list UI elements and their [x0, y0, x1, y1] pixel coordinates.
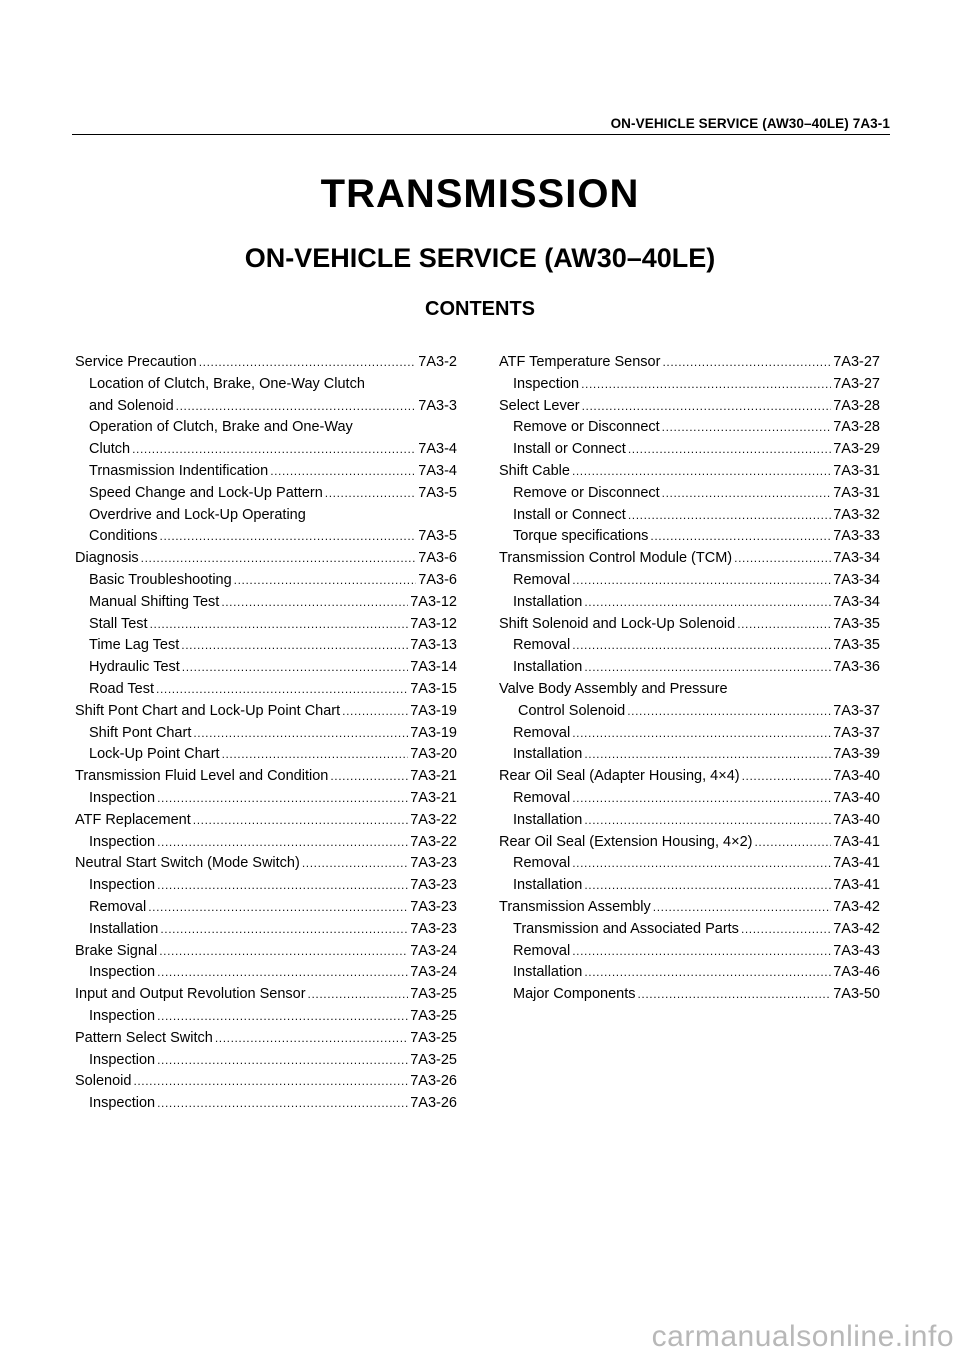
toc-entry-title: Removal — [513, 855, 571, 872]
toc-entry[interactable] — [499, 657, 880, 679]
toc-entry-page: 7A3-26 — [410, 1095, 457, 1112]
toc-entry-title: Shift Solenoid and Lock-Up Solenoid — [499, 615, 736, 632]
toc-entry[interactable] — [75, 1006, 457, 1028]
toc-dot-leader — [741, 919, 831, 941]
toc-entry[interactable] — [499, 592, 880, 614]
toc-entry-page: 7A3-21 — [410, 768, 457, 785]
toc-entry[interactable] — [75, 592, 457, 614]
toc-entry-title: Rear Oil Seal (Extension Housing, 4×2) — [499, 833, 753, 850]
toc-entry-title: Manual Shifting Test — [89, 593, 220, 610]
toc-entry[interactable] — [499, 461, 880, 483]
toc-entry[interactable] — [499, 374, 880, 396]
toc-dot-leader — [737, 614, 831, 636]
toc-entry[interactable] — [499, 505, 880, 527]
toc-entry[interactable] — [499, 875, 880, 897]
toc-entry[interactable] — [75, 657, 457, 679]
toc-entry-page: 7A3-5 — [418, 484, 457, 501]
toc-entry-page: 7A3-36 — [833, 659, 880, 676]
toc-entry-page: 7A3-41 — [833, 833, 880, 850]
toc-entry-page: 7A3-41 — [833, 877, 880, 894]
toc-entry[interactable] — [75, 526, 457, 548]
toc-dot-leader — [584, 592, 831, 614]
toc-entry-page: 7A3-33 — [833, 528, 880, 545]
toc-entry[interactable] — [75, 439, 457, 461]
toc-dot-leader — [742, 766, 832, 788]
toc-dot-leader — [270, 461, 416, 483]
toc-entry-title: Removal — [513, 724, 571, 741]
toc-dot-leader — [584, 962, 831, 984]
toc-entry[interactable] — [499, 635, 880, 657]
toc-entry-title: Installation — [513, 811, 583, 828]
toc-dot-leader — [308, 984, 409, 1006]
toc-entry-title: Inspection — [89, 833, 156, 850]
toc-entry-page: 7A3-19 — [410, 702, 457, 719]
toc-entry-page: 7A3-4 — [418, 441, 457, 458]
toc-entry-title: Shift Pont Chart — [89, 724, 192, 741]
toc-entry-page: 7A3-5 — [418, 528, 457, 545]
toc-entry[interactable] — [75, 483, 457, 505]
toc-dot-leader — [572, 570, 831, 592]
toc-entry[interactable] — [75, 832, 457, 854]
toc-dot-leader — [584, 875, 831, 897]
toc-entry-title: Installation — [513, 659, 583, 676]
toc-entry-title: Torque specifications — [513, 528, 649, 545]
toc-entry[interactable] — [75, 461, 457, 483]
toc-dot-leader — [584, 657, 831, 679]
toc-entry[interactable] — [75, 505, 457, 527]
toc-entry-title: Installation — [513, 877, 583, 894]
toc-dot-leader — [302, 853, 408, 875]
toc-dot-leader — [160, 919, 408, 941]
toc-entry[interactable] — [499, 810, 880, 832]
toc-dot-leader — [572, 723, 831, 745]
toc-entry-page: 7A3-41 — [833, 855, 880, 872]
toc-dot-leader — [628, 439, 831, 461]
toc-dot-leader — [572, 635, 831, 657]
toc-entry[interactable] — [499, 352, 880, 374]
toc-entry[interactable] — [499, 962, 880, 984]
page-header: ON-VEHICLE SERVICE (AW30–40LE) 7A3-1 — [610, 116, 890, 131]
toc-dot-leader — [199, 352, 417, 374]
toc-entry[interactable] — [499, 679, 880, 701]
toc-entry-page: 7A3-27 — [833, 354, 880, 370]
toc-entry[interactable] — [75, 723, 457, 745]
toc-entry-page: 7A3-42 — [833, 920, 880, 937]
toc-entry[interactable] — [75, 1028, 457, 1050]
toc-entry-title: Road Test — [89, 680, 155, 697]
toc-entry-page: 7A3-26 — [410, 1073, 457, 1090]
toc-entry[interactable] — [75, 548, 457, 570]
toc-entry-title: Remove or Disconnect — [513, 419, 660, 436]
toc-dot-leader — [193, 723, 408, 745]
toc-entry[interactable] — [75, 984, 457, 1006]
toc-entry[interactable] — [499, 984, 880, 1006]
toc-entry[interactable] — [499, 614, 880, 636]
toc-entry-page: 7A3-35 — [833, 637, 880, 654]
toc-dot-leader — [584, 744, 831, 766]
toc-entry-page: 7A3-37 — [833, 702, 880, 719]
toc-entry-page: 7A3-24 — [410, 964, 457, 981]
toc-entry-title: Select Lever — [499, 397, 580, 414]
toc-dot-leader — [148, 897, 408, 919]
toc-entry-title: Valve Body Assembly and Pressure — [499, 680, 728, 697]
toc-entry-title: Lock-Up Point Chart — [89, 746, 220, 763]
toc-entry[interactable] — [75, 570, 457, 592]
toc-entry-page: 7A3-40 — [833, 811, 880, 828]
toc-dot-leader — [132, 439, 416, 461]
toc-dot-leader — [215, 1028, 408, 1050]
toc-entry-page: 7A3-2 — [418, 354, 457, 370]
toc-entry-page: 7A3-32 — [833, 506, 880, 523]
toc-entry-title: Neutral Start Switch (Mode Switch) — [75, 855, 300, 872]
toc-entry[interactable] — [499, 526, 880, 548]
document-title: TRANSMISSION — [320, 172, 640, 216]
toc-entry-page: 7A3-28 — [833, 397, 880, 414]
toc-entry-title: Major Components — [513, 986, 636, 1003]
toc-entry-page: 7A3-35 — [833, 615, 880, 632]
toc-entry-title: Brake Signal — [75, 942, 158, 959]
toc-entry-title: Inspection — [89, 789, 156, 806]
toc-entry-title: Removal — [513, 637, 571, 654]
toc-entry-title: Transmission Assembly — [499, 898, 651, 915]
toc-entry-page: 7A3-21 — [410, 789, 457, 806]
toc-entry[interactable] — [499, 744, 880, 766]
toc-entry[interactable] — [499, 417, 880, 439]
toc-dot-leader — [157, 875, 408, 897]
toc-entry-page: 7A3-12 — [410, 593, 457, 610]
toc-entry-page: 7A3-25 — [410, 1051, 457, 1068]
toc-right-column — [499, 352, 880, 1006]
toc-entry-title: Service Precaution — [75, 354, 197, 370]
toc-dot-leader — [157, 832, 408, 854]
toc-dot-leader — [182, 657, 408, 679]
toc-entry-page: 7A3-23 — [410, 920, 457, 937]
toc-entry-title: Install or Connect — [513, 506, 626, 523]
toc-entry-title: Install or Connect — [513, 441, 626, 458]
toc-entry-page: 7A3-3 — [418, 397, 457, 414]
toc-dot-leader — [581, 374, 831, 396]
toc-entry[interactable] — [75, 635, 457, 657]
toc-entry-page: 7A3-27 — [833, 375, 880, 392]
toc-entry-title: Pattern Select Switch — [75, 1029, 213, 1046]
toc-entry-page: 7A3-34 — [833, 593, 880, 610]
toc-dot-leader — [156, 679, 408, 701]
toc-entry-title: ATF Replacement — [75, 811, 191, 828]
toc-dot-leader — [582, 396, 832, 418]
toc-entry-title: Diagnosis — [75, 550, 139, 567]
toc-entry-title: Inspection — [89, 1051, 156, 1068]
toc-entry-page: 7A3-13 — [410, 637, 457, 654]
toc-entry-title: Inspection — [513, 375, 580, 392]
toc-entry[interactable] — [499, 701, 880, 723]
toc-entry-page: 7A3-50 — [833, 986, 880, 1003]
toc-entry[interactable] — [75, 875, 457, 897]
toc-entry[interactable] — [499, 439, 880, 461]
toc-entry-title: Transmission and Associated Parts — [513, 920, 739, 937]
toc-entry-page: 7A3-31 — [833, 462, 880, 479]
toc-entry-page: 7A3-6 — [418, 550, 457, 567]
toc-entry-title: Installation — [513, 964, 583, 981]
toc-dot-leader — [754, 832, 831, 854]
toc-entry[interactable] — [499, 897, 880, 919]
toc-entry[interactable] — [75, 897, 457, 919]
toc-entry[interactable] — [499, 853, 880, 875]
toc-entry[interactable] — [75, 417, 457, 439]
toc-entry-title: Rear Oil Seal (Adapter Housing, 4×4) — [499, 768, 740, 785]
toc-entry[interactable] — [75, 679, 457, 701]
toc-entry[interactable] — [75, 701, 457, 723]
toc-entry-page: 7A3-40 — [833, 768, 880, 785]
toc-dot-leader — [150, 614, 409, 636]
toc-entry-title: ATF Temperature Sensor — [499, 354, 661, 370]
toc-entry[interactable] — [75, 374, 457, 396]
toc-entry[interactable] — [499, 832, 880, 854]
toc-entry[interactable] — [499, 723, 880, 745]
toc-dot-leader — [662, 352, 831, 374]
toc-dot-leader — [234, 570, 417, 592]
toc-entry-title: Time Lag Test — [89, 637, 180, 654]
toc-entry-title: Clutch — [89, 441, 131, 458]
toc-entry[interactable] — [499, 941, 880, 963]
toc-entry-title: and Solenoid — [89, 397, 174, 414]
toc-entry[interactable] — [499, 483, 880, 505]
toc-entry-title: Transmission Control Module (TCM) — [499, 550, 733, 567]
toc-dot-leader — [325, 483, 417, 505]
toc-dot-leader — [157, 1050, 408, 1072]
toc-dot-leader — [734, 548, 831, 570]
toc-dot-leader — [193, 810, 408, 832]
toc-entry-title: Conditions — [89, 528, 158, 545]
toc-dot-leader — [181, 635, 408, 657]
toc-entry-page: 7A3-6 — [418, 571, 457, 588]
toc-dot-leader — [662, 417, 832, 439]
toc-entry-page: 7A3-43 — [833, 942, 880, 959]
toc-dot-leader — [157, 788, 408, 810]
toc-entry-title: Inspection — [89, 1007, 156, 1024]
toc-entry[interactable] — [75, 962, 457, 984]
toc-entry[interactable] — [75, 1050, 457, 1072]
toc-dot-leader — [662, 483, 832, 505]
toc-dot-leader — [160, 526, 417, 548]
toc-entry-page: 7A3-23 — [410, 877, 457, 894]
toc-entry[interactable] — [75, 919, 457, 941]
toc-entry-page: 7A3-31 — [833, 484, 880, 501]
toc-entry-title: Inspection — [89, 1095, 156, 1112]
toc-dot-leader — [159, 941, 408, 963]
toc-dot-leader — [342, 701, 408, 723]
toc-entry-page: 7A3-19 — [410, 724, 457, 741]
toc-entry[interactable] — [499, 548, 880, 570]
toc-entry-page: 7A3-28 — [833, 419, 880, 436]
toc-entry[interactable] — [75, 1071, 457, 1093]
toc-dot-leader — [638, 984, 832, 1006]
toc-entry-title: Hydraulic Test — [89, 659, 180, 676]
toc-entry-page: 7A3-14 — [410, 659, 457, 676]
toc-dot-leader — [222, 744, 409, 766]
toc-entry[interactable] — [75, 352, 457, 374]
header-divider — [72, 134, 890, 135]
toc-dot-leader — [141, 548, 417, 570]
toc-entry[interactable] — [75, 788, 457, 810]
toc-dot-leader — [650, 526, 831, 548]
toc-entry-title: Location of Clutch, Brake, One-Way Clutch — [89, 375, 365, 392]
toc-entry-title: Control Solenoid — [518, 702, 626, 719]
toc-entry[interactable] — [499, 788, 880, 810]
toc-entry[interactable] — [75, 744, 457, 766]
toc-entry-title: Solenoid — [75, 1073, 132, 1090]
toc-entry-title: Overdrive and Lock-Up Operating — [89, 506, 306, 523]
toc-dot-leader — [176, 396, 417, 418]
watermark: carmanualsonline.info — [651, 1320, 954, 1353]
toc-entry[interactable] — [75, 396, 457, 418]
toc-entry-page: 7A3-22 — [410, 811, 457, 828]
toc-entry-page: 7A3-23 — [410, 855, 457, 872]
toc-entry-title: Installation — [513, 593, 583, 610]
toc-entry-title: Transmission Fluid Level and Condition — [75, 768, 329, 785]
toc-entry-page: 7A3-40 — [833, 789, 880, 806]
document-subtitle: ON-VEHICLE SERVICE (AW30–40LE) — [244, 243, 716, 273]
toc-dot-leader — [584, 810, 831, 832]
toc-dot-leader — [157, 1006, 408, 1028]
toc-entry-title: Stall Test — [89, 615, 148, 632]
toc-entry-page: 7A3-42 — [833, 898, 880, 915]
toc-entry-page: 7A3-22 — [410, 833, 457, 850]
toc-dot-leader — [572, 853, 831, 875]
toc-entry-page: 7A3-15 — [410, 680, 457, 697]
toc-entry-title: Inspection — [89, 964, 156, 981]
toc-entry-page: 7A3-25 — [410, 986, 457, 1003]
toc-entry[interactable] — [75, 1093, 457, 1115]
toc-entry-title: Removal — [513, 789, 571, 806]
toc-entry-title: Remove or Disconnect — [513, 484, 660, 501]
toc-entry-title: Trnasmission Indentification — [89, 462, 269, 479]
toc-entry-title: Removal — [513, 571, 571, 588]
toc-entry-page: 7A3-24 — [410, 942, 457, 959]
toc-dot-leader — [330, 766, 408, 788]
toc-dot-leader — [572, 461, 831, 483]
toc-entry-page: 7A3-46 — [833, 964, 880, 981]
toc-dot-leader — [653, 897, 831, 919]
toc-entry[interactable] — [75, 810, 457, 832]
toc-entry[interactable] — [499, 570, 880, 592]
toc-entry-title: Inspection — [89, 877, 156, 894]
toc-entry-title: Removal — [89, 898, 147, 915]
toc-entry-title: Speed Change and Lock-Up Pattern — [89, 484, 323, 501]
toc-entry-page: 7A3-23 — [410, 898, 457, 915]
toc-entry-title: Shift Cable — [499, 462, 570, 479]
toc-entry[interactable] — [499, 396, 880, 418]
toc-entry-page: 7A3-25 — [410, 1029, 457, 1046]
toc-entry-title: Shift Pont Chart and Lock-Up Point Chart — [75, 702, 341, 719]
contents-heading: CONTENTS — [425, 298, 535, 320]
toc-entry-page: 7A3-29 — [833, 441, 880, 458]
toc-entry-page: 7A3-4 — [418, 462, 457, 479]
toc-dot-leader — [221, 592, 408, 614]
toc-dot-leader — [628, 505, 831, 527]
toc-entry-page: 7A3-39 — [833, 746, 880, 763]
toc-dot-leader — [572, 941, 831, 963]
toc-entry-title: Removal — [513, 942, 571, 959]
toc-entry[interactable] — [75, 614, 457, 636]
toc-dot-leader — [572, 788, 831, 810]
toc-entry-title: Operation of Clutch, Brake and One-Way — [89, 419, 353, 436]
toc-entry[interactable] — [499, 766, 880, 788]
toc-entry-page: 7A3-25 — [410, 1007, 457, 1024]
toc-dot-leader — [627, 701, 831, 723]
toc-entry[interactable] — [75, 941, 457, 963]
toc-dot-leader — [157, 1093, 408, 1115]
toc-entry-page: 7A3-37 — [833, 724, 880, 741]
toc-entry-title: Input and Output Revolution Sensor — [75, 986, 306, 1003]
toc-entry-title: Installation — [513, 746, 583, 763]
toc-entry-page: 7A3-20 — [410, 746, 457, 763]
toc-dot-leader — [133, 1071, 408, 1093]
toc-entry-title: Basic Troubleshooting — [89, 571, 232, 588]
toc-entry-page: 7A3-12 — [410, 615, 457, 632]
toc-entry-page: 7A3-34 — [833, 550, 880, 567]
toc-entry-page: 7A3-34 — [833, 571, 880, 588]
toc-entry[interactable] — [75, 766, 457, 788]
toc-entry[interactable] — [75, 853, 457, 875]
toc-entry[interactable] — [499, 919, 880, 941]
toc-dot-leader — [157, 962, 408, 984]
toc-entry-title: Installation — [89, 920, 159, 937]
toc-left-column — [75, 352, 457, 1115]
